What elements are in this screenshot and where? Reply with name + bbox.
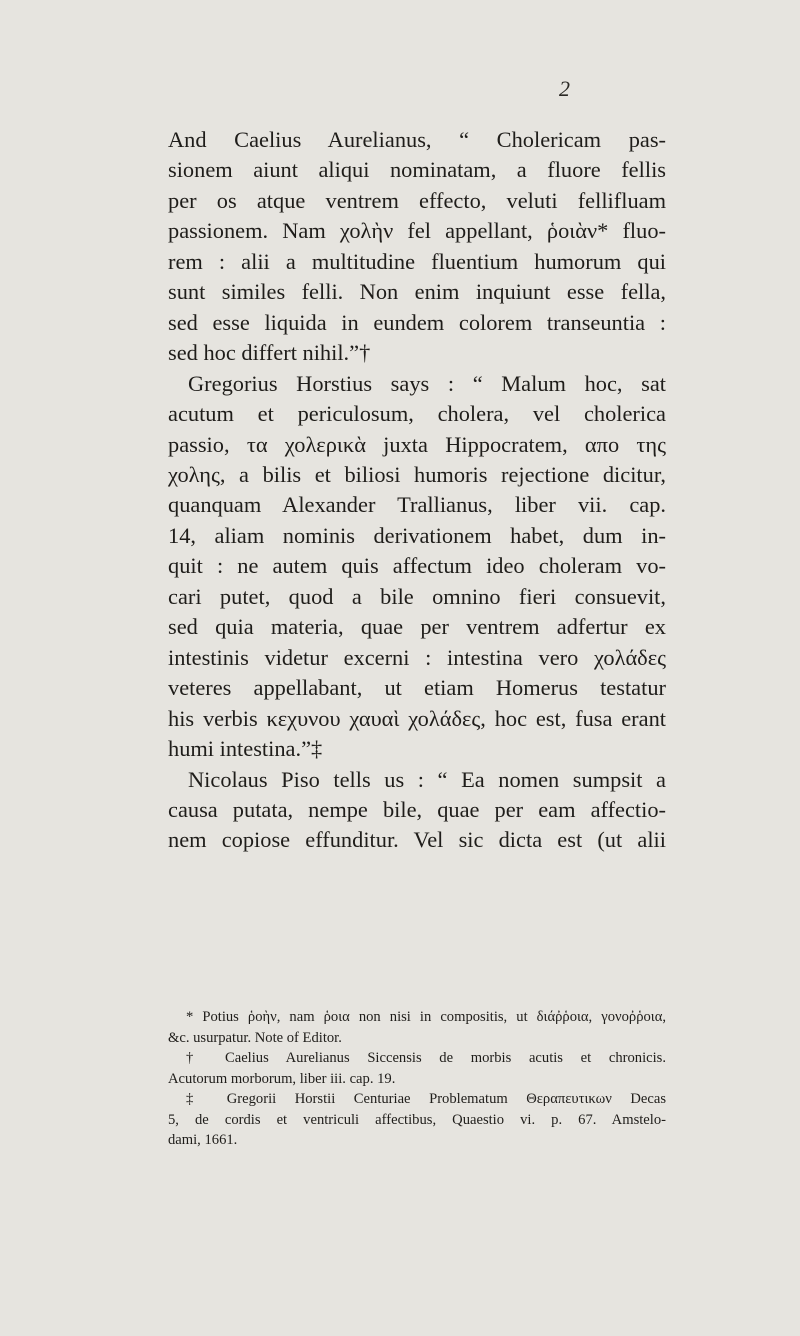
text-line: Gregorius Horstius says : “ Malum hoc, sat (188, 370, 666, 396)
text-line: per os atque ventrem effecto, veluti fellifluam (168, 187, 666, 213)
footnote-line: † Caelius Aurelianus Siccensis de morbis acutis et chronicis. (186, 1050, 666, 1066)
text-line: sed esse liquida in eundem colorem transeuntia : (168, 309, 666, 335)
text-line: sunt similes felli. Non enim inquiunt esse fella, (168, 279, 666, 305)
text-line: nem copiose effunditur. Vel sic dicta est (ut alii (168, 827, 666, 853)
text-line: passio, τα χολερικὰ juxta Hippocratem, απο της (168, 431, 666, 457)
body-text (168, 125, 666, 856)
text-line: intestinis videtur excerni : intestina vero χολάδες (168, 644, 666, 670)
footnote-line: 5, de cordis et ventriculi affectibus, Quaestio vi. p. 67. Amstelo- (168, 1111, 666, 1128)
footnote-line: ‡ Gregorii Horstii Centuriae Problematum Θεραπευτικων Decas (186, 1091, 666, 1107)
page-number: 2 (559, 76, 570, 101)
text-line: veteres appellabant, ut etiam Homerus testatur (168, 675, 666, 701)
text-line: quanquam Alexander Trallianus, liber vii. cap. (168, 492, 666, 518)
text-line: passionem. Nam χολὴν fel appellant, ῥοιὰν* fluo- (168, 218, 666, 244)
text-line: acutum et periculosum, cholera, vel cholerica (168, 401, 666, 427)
footnotes (168, 1007, 666, 1151)
footnote-line: Acutorum morborum, liber iii. cap. 19. (168, 1070, 396, 1087)
text-line: sed hoc differt nihil.”† (168, 340, 371, 366)
text-line: rem : alii a multitudine fluentium humorum qui (168, 248, 666, 274)
text-line: sed quia materia, quae per ventrem adfertur ex (168, 614, 666, 640)
text-line: sionem aiunt aliqui nominatam, a fluore fellis (168, 157, 666, 183)
text-line: cari putet, quod a bile omnino fieri consuevit, (168, 583, 666, 609)
footnote-line: dami, 1661. (168, 1132, 238, 1148)
text-line: quit : ne autem quis affectum ideo choleram vo- (168, 553, 666, 579)
footnote-line: &c. usurpatur. Note of Editor. (168, 1029, 342, 1046)
text-line: humi intestina.”‡ (168, 736, 323, 762)
text-line: his verbis κεχυνου χαυαὶ χολάδες, hoc est, fusa erant (168, 705, 666, 731)
text-line: 14, aliam nominis derivationem habet, dum in- (168, 522, 666, 548)
text-line: And Caelius Aurelianus, “ Cholericam pas- (168, 127, 666, 152)
text-line: causa putata, nempe bile, quae per eam affectio- (168, 796, 666, 822)
text-line: χολης, a bilis et biliosi humoris rejectione dicitur, (168, 461, 666, 487)
footnote-line: * Potius ῥοὴν, nam ῥοια non nisi in compositis, ut διάῤῥοια, γονοῤῥοια, (186, 1009, 666, 1025)
text-line: Nicolaus Piso tells us : “ Ea nomen sumpsit a (188, 766, 666, 792)
